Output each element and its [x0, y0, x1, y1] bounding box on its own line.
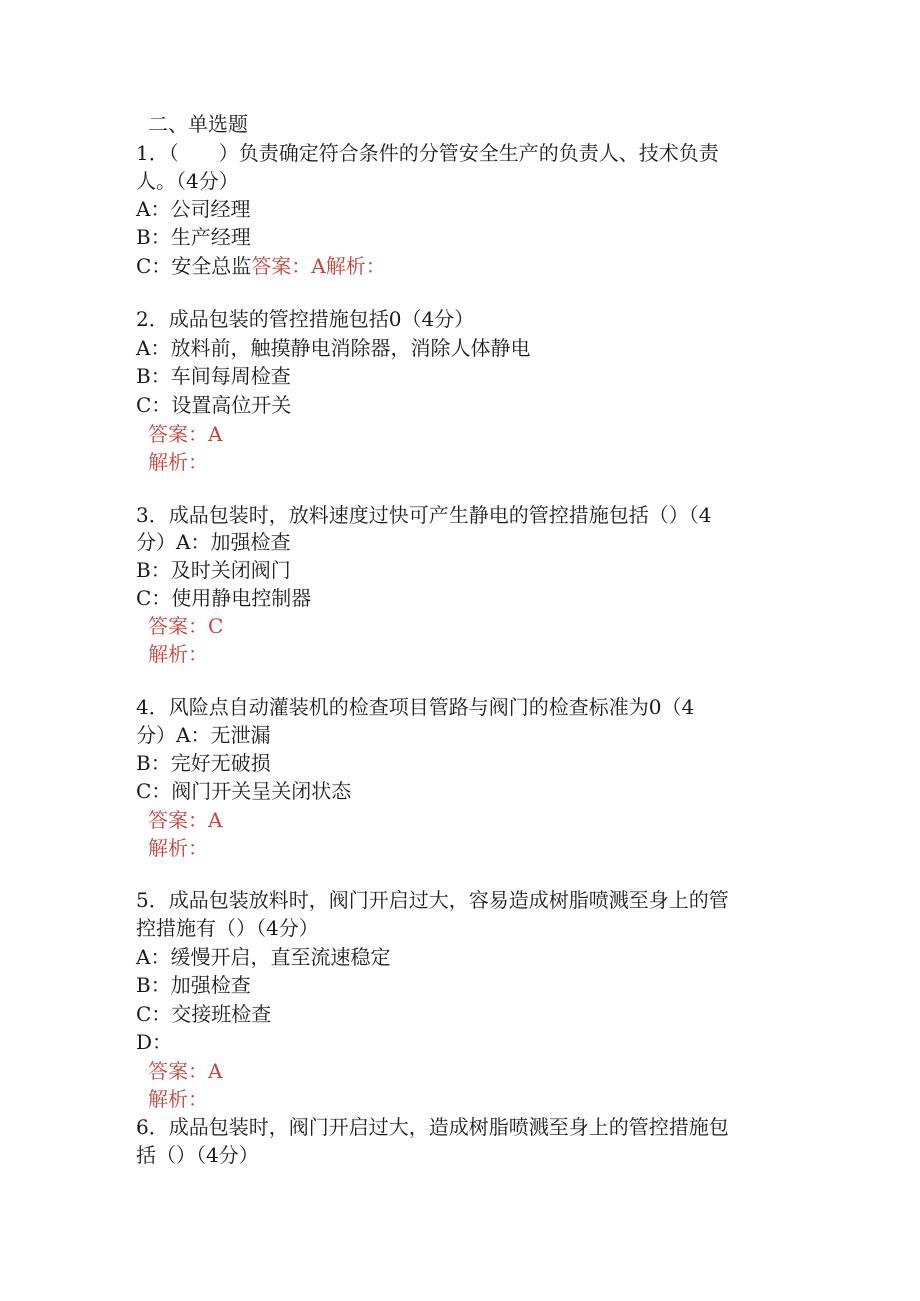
q4-answer: 答案：A [148, 808, 223, 832]
q1-option-c-row [136, 252, 386, 280]
q2-option-c: C：设置高位开关 [136, 393, 292, 417]
q2-stem-line1: 2．成品包装的管控措施包括0（4分） [136, 307, 475, 331]
q5-stem-line2: 控措施有（）（4分） [136, 916, 319, 940]
q1-option-b: B：生产经理 [136, 225, 251, 249]
q6-stem-line2: 括（）（4分） [136, 1143, 259, 1167]
q2-option-b: B：车间每周检查 [136, 364, 291, 388]
q5-answer: 答案：A [148, 1059, 223, 1083]
q3-stem-line1: 3．成品包装时，放料速度过快可产生静电的管控措施包括（）（4 [136, 503, 712, 527]
q1-answer: 答案：A解析： [251, 254, 386, 278]
q3-analysis: 解析： [148, 642, 208, 666]
q4-analysis: 解析： [148, 836, 208, 860]
q2-option-a: A：放料前，触摸静电消除器，消除人体静电 [136, 336, 531, 360]
q5-option-a: A：缓慢开启，直至流速稳定 [136, 945, 391, 969]
q1-option-a: A：公司经理 [136, 197, 251, 221]
q1-stem-line2: 人。（4分） [136, 169, 239, 193]
q4-option-b: B：完好无破损 [136, 751, 271, 775]
q5-option-c: C：交接班检查 [136, 1002, 272, 1026]
q2-analysis: 解析： [148, 450, 208, 474]
q4-stem-line2: 分）A：无泄漏 [136, 723, 271, 747]
q3-answer: 答案：C [148, 614, 224, 638]
q5-analysis: 解析： [148, 1087, 208, 1111]
q2-answer: 答案：A [148, 422, 223, 446]
q5-option-b: B：加强检查 [136, 973, 251, 997]
q1-option-c: C：安全总监 [136, 254, 252, 278]
q5-option-d: D： [136, 1030, 173, 1054]
q1-stem-line1: 1．（ ）负责确定符合条件的分管安全生产的负责人、技术负责 [136, 141, 719, 165]
q3-option-c: C：使用静电控制器 [136, 586, 312, 610]
q3-option-b: B：及时关闭阀门 [136, 558, 291, 582]
q4-option-c: C：阀门开关呈关闭状态 [136, 779, 352, 803]
q5-stem-line1: 5．成品包装放料时，阀门开启过大，容易造成树脂喷溅至身上的管 [136, 888, 729, 912]
section-title: 二、单选题 [148, 112, 248, 136]
q6-stem-line1: 6．成品包装时，阀门开启过大，造成树脂喷溅至身上的管控措施包 [136, 1115, 729, 1139]
q3-stem-line2: 分）A：加强检查 [136, 530, 291, 554]
q4-stem-line1: 4．风险点自动灌装机的检查项目管路与阀门的检查标准为0（4 [136, 695, 695, 719]
